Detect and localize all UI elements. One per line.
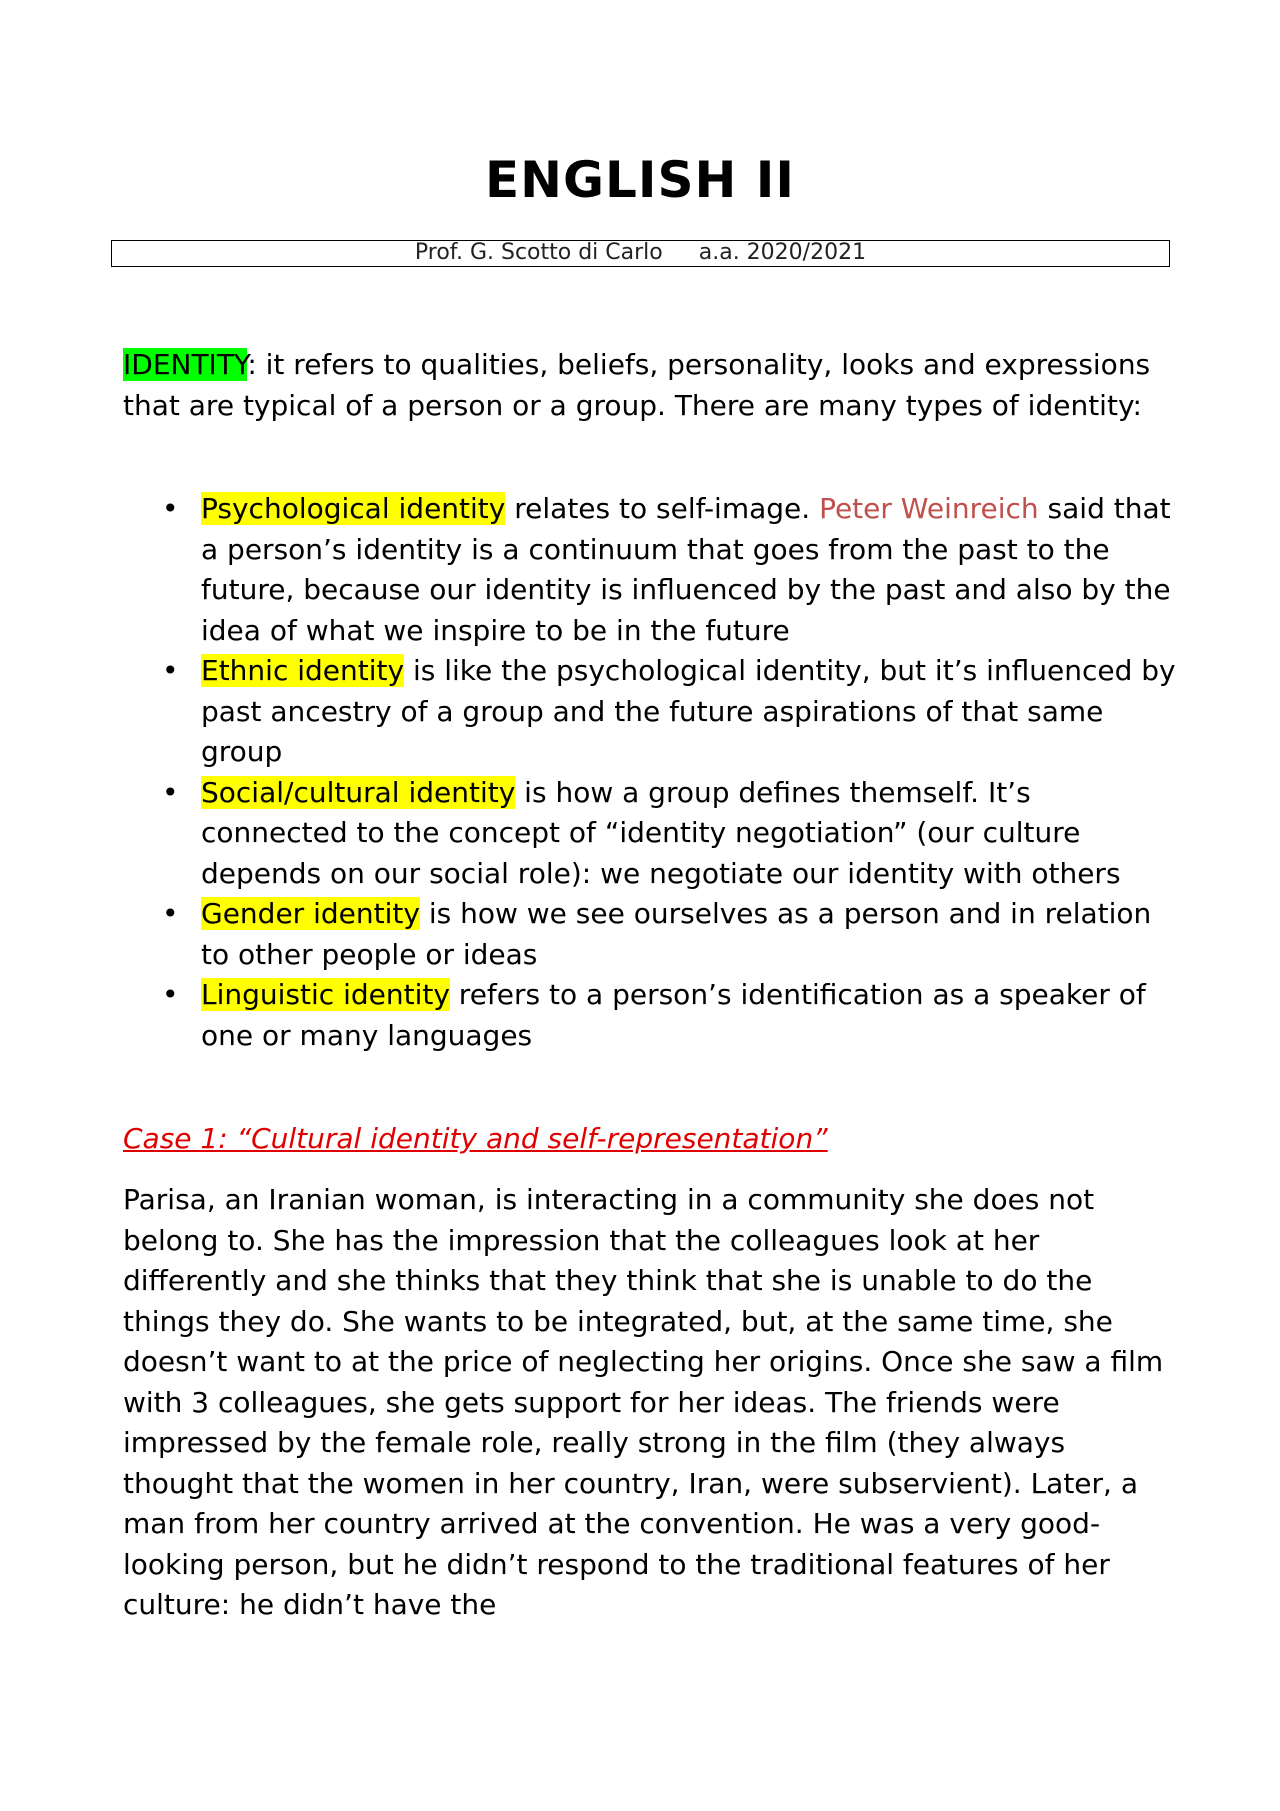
bullet-text: relates to self-image.	[505, 492, 820, 525]
bullet-term: Psychological identity	[201, 492, 506, 525]
bullet-term: Ethnic identity	[201, 654, 405, 687]
case-title: Case 1: “Cultural identity and self-representation”	[123, 1122, 828, 1155]
bullet-icon: •	[162, 978, 179, 1011]
list-item	[123, 651, 1183, 773]
academic-year: a.a. 2020/2021	[698, 240, 867, 265]
identity-term: IDENTITY	[123, 348, 248, 381]
bullet-icon: •	[162, 654, 179, 687]
bullet-text: is like the psychological identity, but it’s influenced by past ancestry of a group and the future aspirations of that same group	[201, 654, 1176, 768]
bullet-term: Social/cultural identity	[201, 775, 516, 809]
list-item	[123, 773, 1183, 895]
bullet-term: Gender identity	[201, 897, 420, 930]
bullet-text: is how a group defines themself. It’s connected to the concept of “identity negotiation” (our culture depends on our social role): we negotiate our identity with others	[201, 775, 1121, 890]
course-info-box	[111, 240, 1170, 267]
identity-definition-text: : it refers to qualities, beliefs, personality, looks and expressions that are typical of a person or a group. There are many types of identity:	[123, 348, 1151, 422]
bullet-text: said that a person’s identity is a continuum that goes from the past to the future, because our identity is influenced by the past and also by the idea of what we inspire to be in the future	[201, 492, 1171, 647]
identity-definition	[123, 345, 1173, 426]
list-item	[123, 894, 1183, 975]
bullet-text: refers to a person’s identification as a speaker of one or many languages	[201, 978, 1146, 1052]
bullet-icon: •	[162, 492, 179, 525]
professor-name: Prof. G. Scotto di Carlo	[414, 240, 663, 265]
identity-types-list	[123, 489, 1183, 1056]
bullet-icon: •	[162, 775, 179, 809]
bullet-term: Linguistic identity	[201, 978, 450, 1011]
person-name: Peter Weinreich	[819, 492, 1039, 525]
list-item	[123, 975, 1183, 1056]
bullet-text: is how we see ourselves as a person and in relation to other people or ideas	[201, 897, 1152, 971]
bullet-icon: •	[162, 897, 179, 930]
case-paragraph: Parisa, an Iranian woman, is interacting in a community she does not belong to. She has the impression that the colleagues look at her differently and she thinks that they think that she is unable to do the things they do. She wants to be integrated, but, at the same time, she doesn’t want to at the price of neglecting her origins. Once she saw a film with 3 colleagues, she gets support for her ideas. The friends were impressed by the female role, really strong in the film (they always thought that the women in her country, Iran, were subservient). Later, a man from her country arrived at the convention. He was a very good-looking person, but he didn’t respond to the traditional features of her culture: he didn’t have the	[123, 1183, 1164, 1621]
document-title: ENGLISH II	[485, 151, 795, 209]
list-item	[123, 489, 1183, 651]
